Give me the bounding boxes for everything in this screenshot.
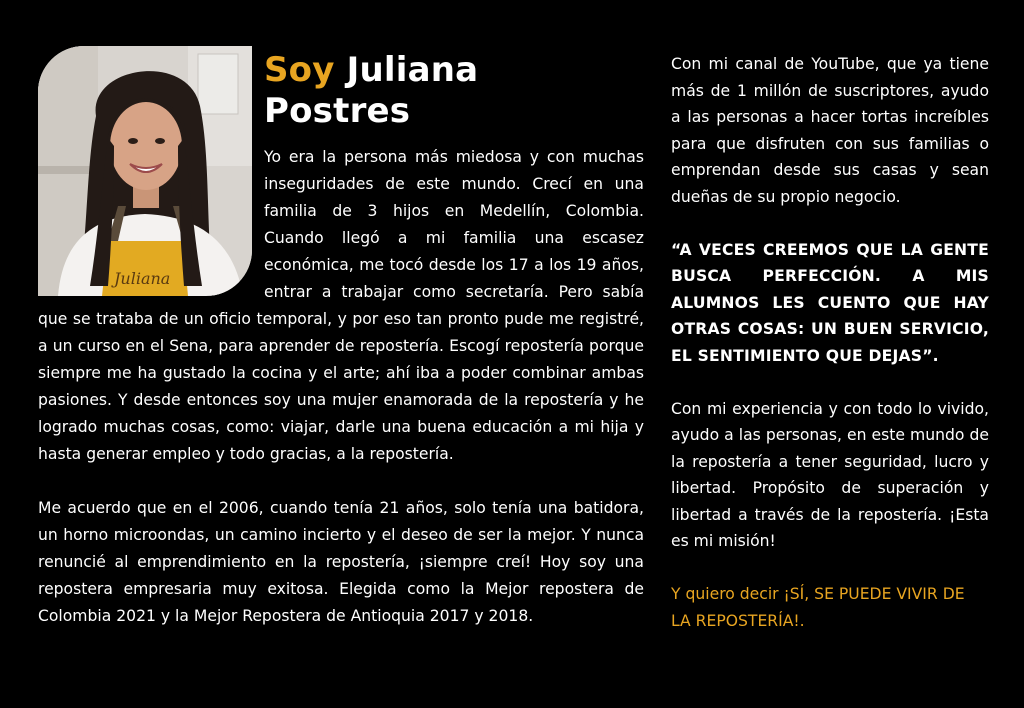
about-left-column	[38, 46, 644, 630]
title-name-line1: Juliana	[346, 50, 479, 90]
portrait-illustration	[38, 46, 252, 296]
svg-text:Juliana: Juliana	[114, 269, 171, 288]
bio-paragraph-1: Yo era la persona más miedosa y con muchas inseguridades de este mundo. Crecí en una familia de 3 hijos en Medellín, Colombia. Cuando llegó a mi familia una escasez económica, me tocó desde los 17 a los 19 años, entrar a trabajar como secretaría. Pero sabía que se trataba de un oficio temporal, y por eso tan pronto pude me registré, a un curso en el Sena, para aprender de repostería. Escogí repostería porque siempre me ha gustado la cocina y el arte; ahí iba a poder combinar ambas pasiones. Y desde entonces soy una mujer enamorada de la repostería y he logrado muchas cosas, como: viajar, darle una buena educación a mi hija y hasta generar empleo y todo gracias, a la repostería.	[38, 148, 644, 463]
portrait-photo	[38, 46, 252, 296]
quote-paragraph: “A VECES CREEMOS QUE LA GENTE BUSCA PERFECCIÓN. A MIS ALUMNOS LES CUENTO QUE HAY OTRAS COSAS: UN BUEN SERVICIO, EL SENTIMIENTO QUE DEJAS”.	[671, 240, 989, 365]
title-name-line2: Postres	[264, 91, 411, 131]
title-soy: Soy	[264, 50, 335, 90]
bio-paragraph-2: Me acuerdo que en el 2006, cuando tenía 21 años, solo tenía una batidora, un horno microondas, un camino incierto y el deseo de ser la mejor. Y nunca renuncié al emprendimiento en la repostería, ¡siempre creí! Hoy soy una repostera empresaria muy exitosa. Elegida como la Mejor repostera de Colombia 2021 y la Mejor Repostera de Antioquia 2017 y 2018.	[38, 499, 644, 625]
about-right-column	[671, 51, 989, 634]
mission-paragraph: Con mi experiencia y con todo lo vivido, ayudo a las personas, en este mundo de la repostería a tener seguridad, lucro y libertad. Propósito de superación y libertad a través de la repostería. ¡Esta es mi misión!	[671, 399, 989, 550]
youtube-paragraph: Con mi canal de YouTube, que ya tiene más de 1 millón de suscriptores, ayudo a las personas a hacer tortas increíbles para que disfruten con sus familias o emprendan desde sus casas y sean dueñas de su propio negocio.	[671, 55, 989, 206]
closing-statement: Y quiero decir ¡SÍ, SE PUEDE VIVIR DE LA REPOSTERÍA!.	[671, 585, 965, 630]
